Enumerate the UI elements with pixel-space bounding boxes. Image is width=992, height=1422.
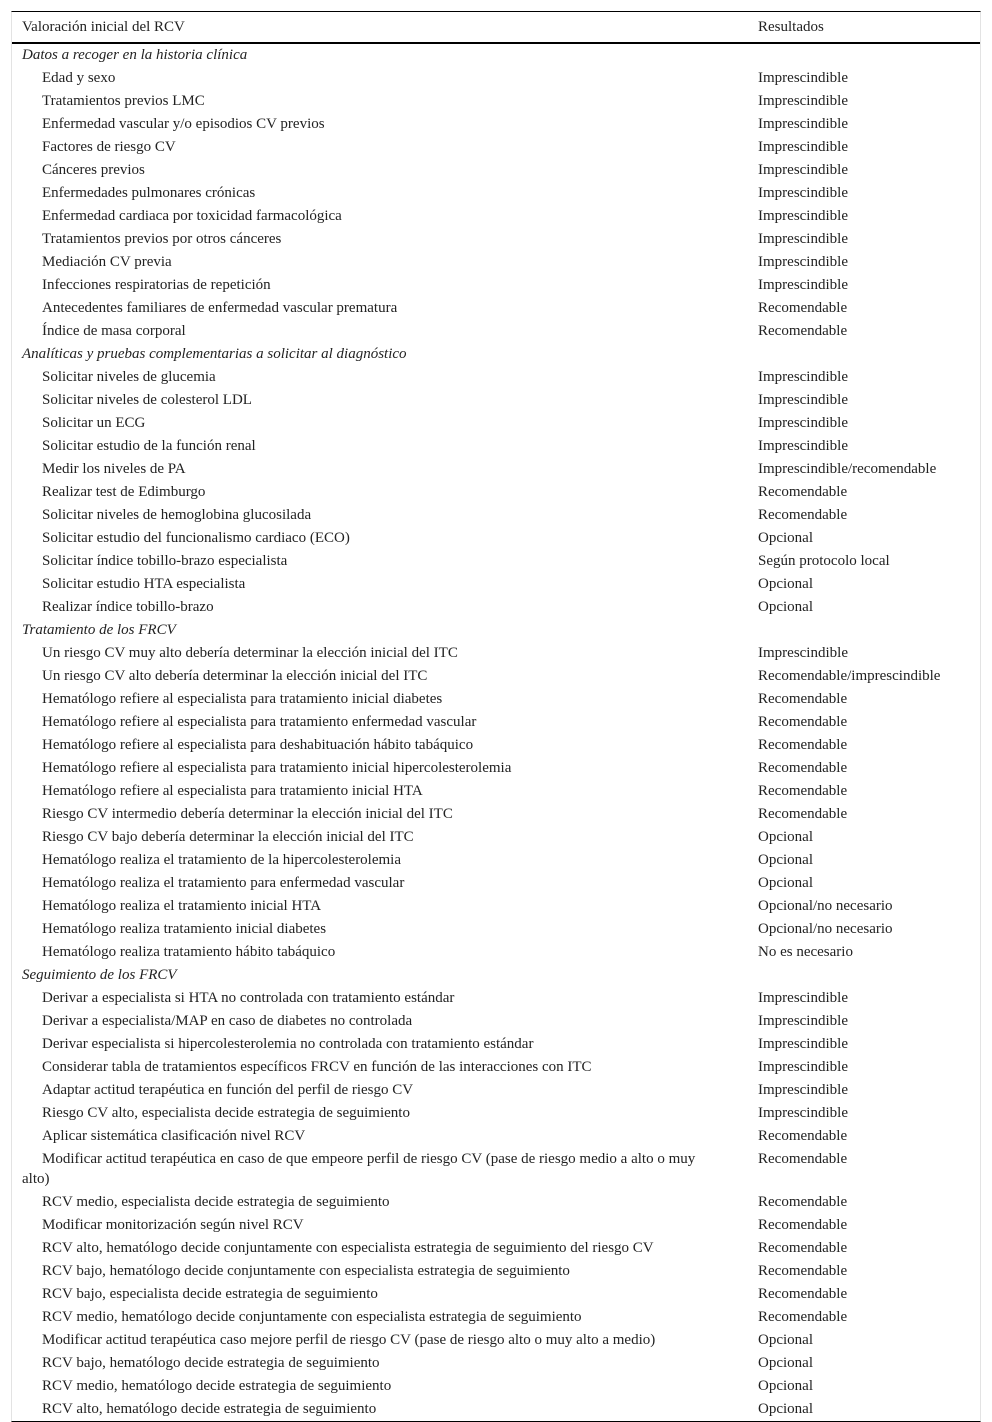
table-row (12, 481, 980, 504)
header-resultados: Resultados (748, 12, 980, 43)
table-row (12, 251, 980, 274)
table-row (12, 550, 980, 573)
row-item: Realizar test de Edimburgo (42, 484, 206, 500)
row-result: Imprescindible (758, 415, 848, 431)
row-item: Riesgo CV bajo debería determinar la elección inicial del ITC (42, 829, 414, 845)
table-row (12, 573, 980, 596)
row-result: Recomendable (758, 806, 848, 822)
row-result: Opcional (758, 599, 813, 615)
row-result: Recomendable (758, 507, 848, 523)
row-result: Imprescindible (758, 369, 848, 385)
section-row (12, 343, 980, 366)
row-result: Opcional/no necesario (758, 898, 893, 914)
table-row (12, 366, 980, 389)
table-row (12, 1191, 980, 1214)
row-result: Opcional (758, 1401, 813, 1417)
table-row (12, 136, 980, 159)
table-row (12, 734, 980, 757)
row-result: Opcional/no necesario (758, 921, 893, 937)
table-row (12, 1375, 980, 1398)
section-title: Tratamiento de los FRCV (22, 622, 176, 638)
row-item: Hematólogo refiere al especialista para deshabituación hábito tabáquico (42, 737, 474, 753)
row-result: Recomendable (758, 1286, 848, 1302)
row-result: Imprescindible (758, 93, 848, 109)
table-row (12, 1329, 980, 1352)
row-result: Recomendable (758, 783, 848, 799)
table-row (12, 1033, 980, 1056)
row-result: Recomendable (758, 1240, 848, 1256)
row-item: Enfermedades pulmonares crónicas (42, 185, 256, 201)
table-row (12, 849, 980, 872)
row-result: Recomendable (758, 323, 848, 339)
table-row (12, 435, 980, 458)
row-item: Modificar actitud terapéutica caso mejore perfil de riesgo CV (pase de riesgo alto o muy alto a medio) (42, 1332, 656, 1348)
table-row (12, 872, 980, 895)
row-item: RCV alto, hematólogo decide conjuntamente con especialista estrategia de seguimiento del riesgo CV (42, 1240, 654, 1256)
row-result: Imprescindible (758, 1036, 848, 1052)
table-row (12, 1306, 980, 1329)
table-row (12, 1056, 980, 1079)
row-item: Enfermedad vascular y/o episodios CV previos (42, 116, 325, 132)
section-row (12, 619, 980, 642)
row-result: Recomendable (758, 1194, 848, 1210)
table-row (12, 1079, 980, 1102)
row-item: Hematólogo refiere al especialista para tratamiento inicial diabetes (42, 691, 443, 707)
row-item: Un riesgo CV muy alto debería determinar la elección inicial del ITC (42, 645, 458, 661)
row-item: Derivar especialista si hipercolesterolemia no controlada con tratamiento estándar (42, 1036, 534, 1052)
rcv-table-container (11, 11, 981, 1422)
table-row (12, 1283, 980, 1306)
table-row (12, 67, 980, 90)
row-item: Factores de riesgo CV (42, 139, 176, 155)
header-valoracion: Valoración inicial del RCV (12, 12, 748, 43)
row-item: Hematólogo realiza el tratamiento de la hipercolesterolemia (42, 852, 402, 868)
table-row (12, 688, 980, 711)
table-row (12, 320, 980, 343)
row-item: RCV alto, hematólogo decide estrategia de seguimiento (42, 1401, 377, 1417)
row-item: Hematólogo refiere al especialista para tratamiento inicial HTA (42, 783, 423, 799)
row-result: Imprescindible (758, 254, 848, 270)
table-row (12, 182, 980, 205)
row-item: Solicitar estudio de la función renal (42, 438, 256, 454)
row-item: Riesgo CV intermedio debería determinar la elección inicial del ITC (42, 806, 453, 822)
table-row (12, 205, 980, 228)
table-row (12, 1237, 980, 1260)
table-row (12, 389, 980, 412)
row-result: Imprescindible (758, 392, 848, 408)
row-item: Realizar índice tobillo-brazo (42, 599, 214, 615)
row-item: Índice de masa corporal (42, 323, 186, 339)
row-item: Hematólogo realiza tratamiento hábito tabáquico (42, 944, 336, 960)
table-row (12, 665, 980, 688)
row-item: Riesgo CV alto, especialista decide estrategia de seguimiento (42, 1105, 410, 1121)
section-title: Analíticas y pruebas complementarias a solicitar al diagnóstico (22, 346, 407, 362)
row-item: Medir los niveles de PA (42, 461, 186, 477)
row-result: Imprescindible (758, 185, 848, 201)
row-item: Mediación CV previa (42, 254, 172, 270)
row-item: Solicitar niveles de colesterol LDL (42, 392, 252, 408)
row-item: Edad y sexo (42, 70, 116, 86)
row-item: Solicitar niveles de hemoglobina glucosilada (42, 507, 312, 523)
row-item: Solicitar niveles de glucemia (42, 369, 216, 385)
row-item: Modificar actitud terapéutica en caso de que empeore perfil de riesgo CV (pase de riesgo medio a alto o muy alto) (22, 1151, 696, 1187)
row-result: Recomendable (758, 1128, 848, 1144)
row-result: Opcional (758, 875, 813, 891)
table-row (12, 1260, 980, 1283)
row-result: Imprescindible (758, 990, 848, 1006)
row-item: Infecciones respiratorias de repetición (42, 277, 271, 293)
row-result: Imprescindible (758, 1013, 848, 1029)
table-row (12, 458, 980, 481)
rcv-table (12, 12, 980, 1421)
row-result: Imprescindible (758, 277, 848, 293)
row-result: Recomendable (758, 737, 848, 753)
row-item: Un riesgo CV alto debería determinar la elección inicial del ITC (42, 668, 428, 684)
table-row (12, 1125, 980, 1148)
row-result: Imprescindible/recomendable (758, 461, 937, 477)
row-item: RCV medio, especialista decide estrategia de seguimiento (42, 1194, 390, 1210)
row-item: Aplicar sistemática clasificación nivel RCV (42, 1128, 306, 1144)
table-row (12, 412, 980, 435)
row-item: Tratamientos previos LMC (42, 93, 205, 109)
row-item: Hematólogo refiere al especialista para tratamiento enfermedad vascular (42, 714, 477, 730)
table-row (12, 1398, 980, 1421)
section-row (12, 964, 980, 987)
row-result: Recomendable/imprescindible (758, 668, 941, 684)
section-title: Datos a recoger en la historia clínica (22, 47, 248, 63)
row-result: Opcional (758, 576, 813, 592)
row-result: Recomendable (758, 714, 848, 730)
table-row (12, 895, 980, 918)
row-result: Opcional (758, 1355, 813, 1371)
row-result: Imprescindible (758, 438, 848, 454)
row-result: Imprescindible (758, 70, 848, 86)
table-row (12, 159, 980, 182)
row-item: Hematólogo refiere al especialista para tratamiento inicial hipercolesterolemia (42, 760, 512, 776)
table-row (12, 1352, 980, 1375)
row-item: Enfermedad cardiaca por toxicidad farmacológica (42, 208, 342, 224)
table-row (12, 228, 980, 251)
row-result: Recomendable (758, 1309, 848, 1325)
section-row (12, 43, 980, 67)
row-result: Imprescindible (758, 139, 848, 155)
row-item: RCV medio, hematólogo decide estrategia de seguimiento (42, 1378, 392, 1394)
table-row (12, 826, 980, 849)
row-item: Hematólogo realiza tratamiento inicial diabetes (42, 921, 327, 937)
table-row (12, 780, 980, 803)
table-row (12, 527, 980, 550)
table-row (12, 918, 980, 941)
row-item: Derivar a especialista si HTA no controlada con tratamiento estándar (42, 990, 455, 1006)
row-result: Recomendable (758, 484, 848, 500)
table-row (12, 1102, 980, 1125)
row-item: Hematólogo realiza el tratamiento para enfermedad vascular (42, 875, 405, 891)
row-item: Adaptar actitud terapéutica en función del perfil de riesgo CV (42, 1082, 414, 1098)
row-result: Imprescindible (758, 1105, 848, 1121)
table-row (12, 987, 980, 1010)
table-row (12, 1010, 980, 1033)
row-result: Imprescindible (758, 116, 848, 132)
row-result: No es necesario (758, 944, 853, 960)
table-row (12, 642, 980, 665)
row-item: RCV medio, hematólogo decide conjuntamente con especialista estrategia de seguimiento (42, 1309, 582, 1325)
row-result: Imprescindible (758, 231, 848, 247)
table-row (12, 274, 980, 297)
table-row (12, 297, 980, 320)
row-result: Según protocolo local (758, 553, 890, 569)
row-item: Solicitar índice tobillo-brazo especialista (42, 553, 288, 569)
row-result: Imprescindible (758, 162, 848, 178)
section-title: Seguimiento de los FRCV (22, 967, 177, 983)
row-item: Cánceres previos (42, 162, 145, 178)
row-result: Recomendable (758, 1151, 848, 1167)
row-result: Opcional (758, 530, 813, 546)
row-result: Recomendable (758, 1217, 848, 1233)
row-item: Considerar tabla de tratamientos específicos FRCV en función de las interacciones con ITC (42, 1059, 592, 1075)
row-item: Derivar a especialista/MAP en caso de diabetes no controlada (42, 1013, 413, 1029)
table-row (12, 711, 980, 734)
table-row (12, 90, 980, 113)
row-result: Recomendable (758, 1263, 848, 1279)
table-row (12, 596, 980, 619)
row-result: Opcional (758, 829, 813, 845)
row-result: Opcional (758, 1378, 813, 1394)
row-item: RCV bajo, especialista decide estrategia de seguimiento (42, 1286, 378, 1302)
table-body (12, 43, 980, 1421)
table-header-row (12, 12, 980, 43)
table-row (12, 113, 980, 136)
row-result: Imprescindible (758, 1082, 848, 1098)
row-item: RCV bajo, hematólogo decide estrategia de seguimiento (42, 1355, 380, 1371)
table-row (12, 803, 980, 826)
row-result: Imprescindible (758, 1059, 848, 1075)
row-item: Solicitar un ECG (42, 415, 146, 431)
row-result: Recomendable (758, 300, 848, 316)
row-item: Solicitar estudio HTA especialista (42, 576, 246, 592)
row-item: Antecedentes familiares de enfermedad vascular prematura (42, 300, 398, 316)
table-row (12, 504, 980, 527)
table-row (12, 941, 980, 964)
row-result: Imprescindible (758, 645, 848, 661)
table-row (12, 757, 980, 780)
row-item: RCV bajo, hematólogo decide conjuntamente con especialista estrategia de seguimiento (42, 1263, 570, 1279)
row-item: Modificar monitorización según nivel RCV (42, 1217, 304, 1233)
row-result: Opcional (758, 1332, 813, 1348)
row-item: Tratamientos previos por otros cánceres (42, 231, 282, 247)
table-row (12, 1214, 980, 1237)
row-result: Recomendable (758, 691, 848, 707)
row-item: Solicitar estudio del funcionalismo cardiaco (ECO) (42, 530, 350, 546)
row-result: Recomendable (758, 760, 848, 776)
row-result: Imprescindible (758, 208, 848, 224)
row-item: Hematólogo realiza el tratamiento inicial HTA (42, 898, 322, 914)
table-row (12, 1148, 980, 1191)
row-result: Opcional (758, 852, 813, 868)
